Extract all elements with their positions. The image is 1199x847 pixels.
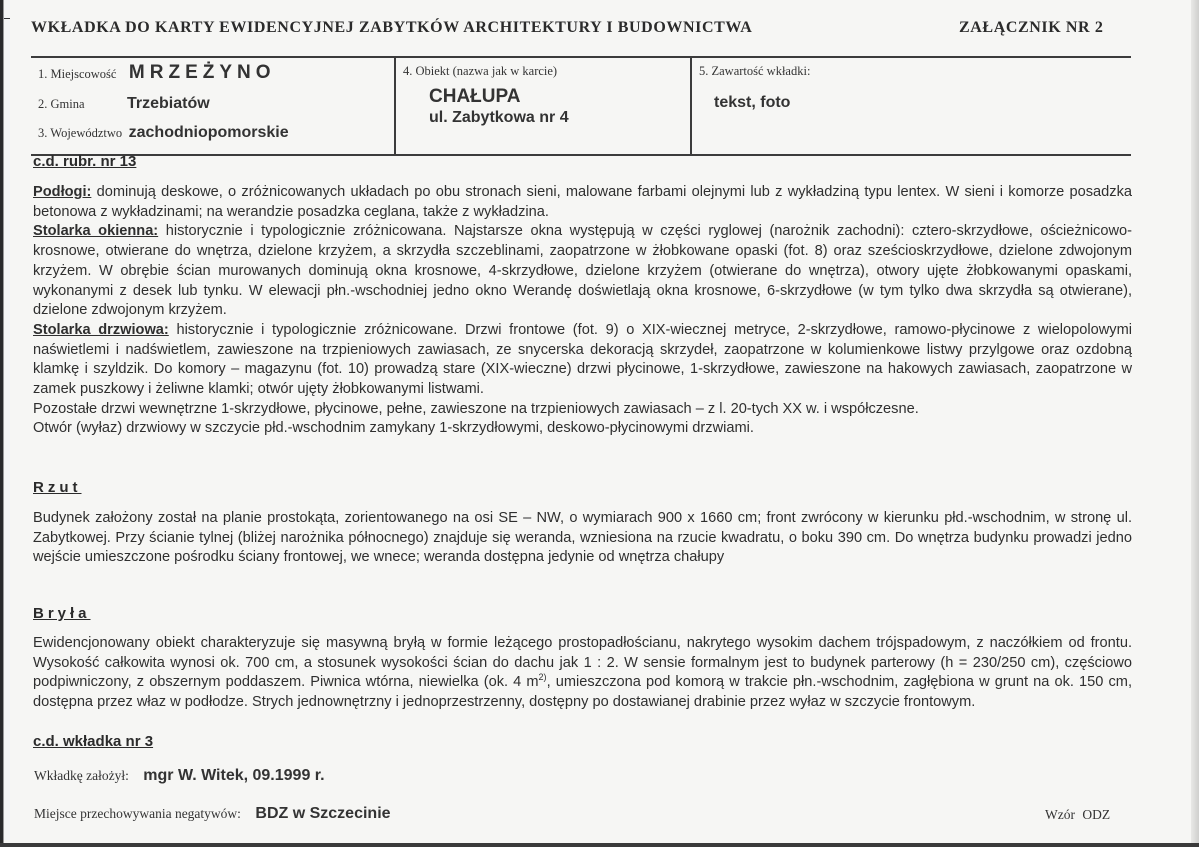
author-label: Wkładkę założył: — [34, 768, 129, 783]
massing-text-a: Ewidencjonowany obiekt charakteryzuje się masywną bryłą w formie leżącego prostopadłościanu, nakrytego wysokim dachem trójspadowym, z naczółkiem od frontu. Wysokość całkowita wynosi ok. 700 cm, a stosunek wysokości ścian do dachu jak 1 : 2. W sensie formalnym jest to budynek parterowy (h = 230/250 cm), częściowo podpiwniczony, z obszernym poddaszem. Piwnica wtórna, niewielka (ok. 4 m — [33, 635, 1132, 691]
author-row — [34, 767, 325, 785]
object-address — [429, 109, 569, 127]
doors-extra-1: Pozostałe drzwi wewnętrzne 1-skrzydłowe, płycinowe, pełne, zawieszone na trzpieniowych zawiasach – z l. 20-tych XX w. i współczesne. — [33, 400, 919, 417]
plan-text: Budynek założony został na planie prostokąta, zorientowanego na osi SE – NW, o wymiarach 900 x 1660 cm; front zwrócony w kierunku płd.-wschodnim, w stronę ul. Zabytkowej. Przy ścianie tylnej (bliżej narożnika północnego) znajduje się weranda, wzniesiona na rzucie kwadratu, o boku 390 cm. Do wnętrza budynku prowadzi jedno wejście umieszczone pośrodku ściany frontowej, we wnece; weranda dostępna jedynie od wnętrza chałupy — [33, 510, 1132, 566]
superscript: 2) — [538, 672, 547, 683]
contents-label-text: 5. Zawartość wkładki: — [699, 64, 811, 78]
windows-paragraph — [33, 222, 1132, 321]
storage-value: BDZ w Szczecinie — [255, 805, 391, 822]
floors-paragraph — [33, 183, 1132, 222]
annex-number: ZAŁĄCZNIK NR 2 — [959, 19, 1104, 36]
contents-label — [699, 62, 810, 80]
form-title: WKŁADKA DO KARTY EWIDENCYJNEJ ZABYTKÓW ARCHITEKTURY I BUDOWNICTWA — [31, 19, 753, 36]
construction-details — [33, 183, 1132, 439]
storage-row — [34, 805, 391, 823]
scan-edge-right — [1191, 0, 1199, 847]
locality-label: 1. Miejscowość — [38, 67, 117, 81]
floors-heading: Podłogi: — [33, 184, 92, 200]
contents-value — [714, 94, 790, 112]
commune-value: Trzebiatów — [126, 95, 210, 112]
massing-text-b: , umieszczona pod komorą w trakcie płn.-wschodnim, zagłębiona w grunt na ok. 150 cm, dostępna przez właz w podłodze. Strych jednownętrzny i jednoprzestrzenny, dostępny po dostawianej drabinie przez wyłaz w szczycie frontowym. — [33, 674, 1132, 711]
plan-heading: Rzut — [33, 479, 82, 496]
commune-row — [38, 95, 210, 113]
doors-text: historycznie i typologicznie zróżnicowane. Drzwi frontowe (fot. 9) o XIX-wiecznej metryce, 2-skrzydłowe, ramowo-płycinowe z wielopolowymi naświetlemi i nadświetlem, zawieszone na trzpieniowych zawiasach, ze snycerska dekoracją skrzydeł, zaopatrzone w kolumienkowe listwy przylgowe oraz ozdobną klamkę i szyldzik. Do komory – magazynu (fot. 10) prowadzą stare (XIX-wieczne) drzwi płycinowe, 1-skrzydłowe, zawieszone na hakowych zawiasach, zaopatrzone w zamek puszkowy i żeliwne klamki; otwór ujęty żłobkowanymi listwami. — [33, 321, 1132, 398]
plan-paragraph — [33, 509, 1132, 568]
locality-value: MRZEŻYNO — [128, 62, 276, 83]
storage-label: Miejsce przechowywania negatywów: — [34, 806, 241, 821]
commune-label: 2. Gmina — [38, 97, 85, 111]
doors-extra-2: Otwór (wyłaz) drzwiowy w szczycie płd.-wschodnim zamykany 1-skrzydłowymi, deskowo-płycinowymi drzwiami. — [33, 420, 754, 437]
template-mark: Wzór ODZ — [1045, 807, 1111, 822]
object-address-text: ul. Zabytkowa nr 4 — [429, 109, 569, 126]
massing-heading: Bryła — [33, 605, 91, 622]
windows-heading: Stolarka okienna: — [33, 223, 159, 240]
object-label-text: 4. Obiekt (nazwa jak w karcie) — [403, 64, 558, 78]
windows-text: historycznie i typologicznie zróżnicowana. Najstarsze okna występują w części ryglowej (narożnik zachodni): cztero-skrzydłowe, ościeżnicowo-krosnowe, otwierane do wnętrza, dzielone krzyżem, a skrzydła szczeblinami, zaopatrzone w żłobkowane opaski (fot. 8) oraz sześcioskrzydłowe, dzielone zdwojonym krzyżem. W obrębie ścian murowanych dominują okna krosnowe, 4-skrzydłowe, dzielone krzyżem (otwierane do wnętrza), otwory ujęte żłobkowanymi opaskami, wykonanymi z desek lub tynku. W elewacji płn.-wschodniej jedno okno Werandę doświetlają okna krosnowe, 6-skrzydłowe (w tym tylko dwa skrzydła są otwierane), dzielone zdwojonym krzyżem. — [33, 223, 1132, 319]
voivodeship-row — [38, 124, 289, 142]
scan-tick-mark — [4, 18, 10, 19]
floors-text: dominują deskowe, o zróżnicowanych układach po obu stronach sieni, malowane farbami olejnymi lub z wykładziną typu lentex. W sieni i komorze posadzka betonowa z wykładzinami; na werandzie posadzka ceglana, także z wykładzina. — [33, 184, 1132, 220]
location-column — [31, 58, 394, 154]
voivodeship-label: 3. Województwo — [38, 126, 123, 140]
continuation-reference-top: c.d. rubr. nr 13 — [33, 153, 137, 170]
contents-column — [690, 58, 1133, 154]
doors-paragraph — [33, 321, 1132, 400]
continuation-reference-bottom: c.d. wkładka nr 3 — [33, 733, 154, 750]
massing-text — [33, 634, 1132, 713]
scan-edge-bottom — [0, 843, 1199, 847]
voivodeship-value: zachodniopomorskie — [128, 124, 289, 141]
metadata-table — [31, 56, 1131, 156]
author-value: mgr W. Witek, 09.1999 r. — [143, 767, 325, 784]
object-name: CHAŁUPA — [429, 86, 521, 107]
doors-heading: Stolarka drzwiowa: — [33, 321, 169, 338]
document-page — [3, 0, 1192, 843]
object-label — [403, 62, 557, 80]
contents-value-text: tekst, foto — [714, 94, 791, 111]
locality-row — [38, 62, 276, 84]
massing-paragraph — [33, 634, 1132, 713]
object-column — [394, 58, 692, 154]
